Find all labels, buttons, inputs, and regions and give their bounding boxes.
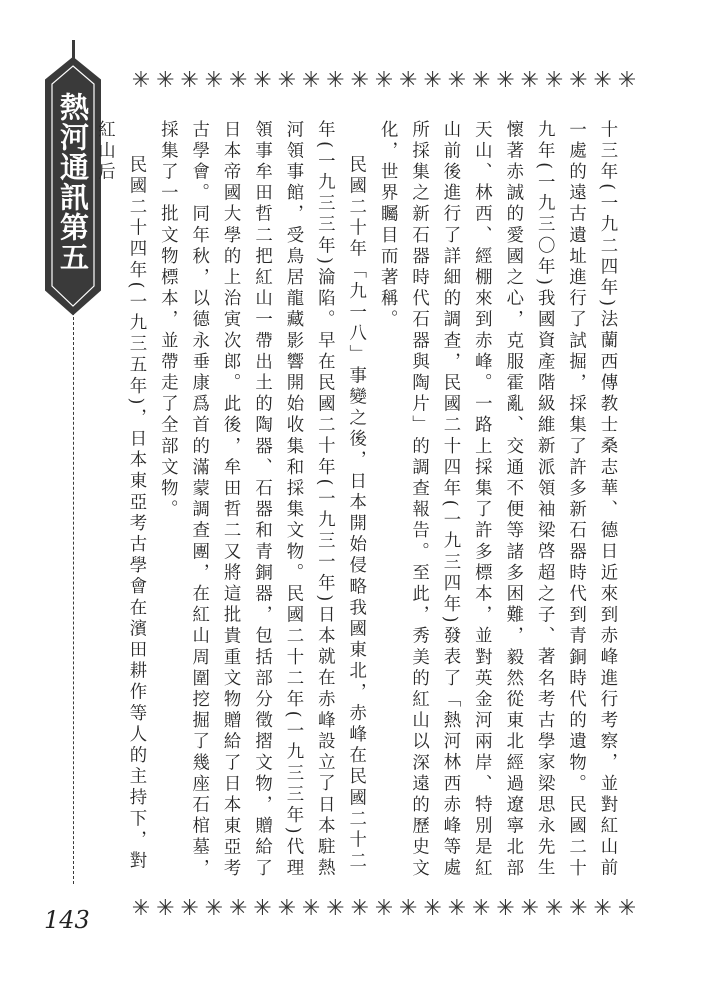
- ornament-glyph: ✳: [496, 896, 515, 921]
- ornament-glyph: ✳: [617, 896, 637, 921]
- ornament-glyph: ✳: [471, 68, 491, 93]
- ornament-glyph: ✳: [180, 896, 199, 921]
- ornament-glyph: ✳: [156, 896, 175, 921]
- tab-bottom-line: [73, 312, 74, 884]
- ornament-glyph: ✳: [204, 896, 224, 921]
- ornament-glyph: ✳: [326, 68, 345, 93]
- ornament-glyph: ✳: [399, 896, 418, 921]
- page-number: 143: [44, 906, 90, 934]
- ornament-glyph: ✳: [228, 68, 248, 93]
- ornament-glyph: ✳: [374, 896, 394, 921]
- ornament-glyph: ✳: [131, 68, 151, 93]
- ornament-glyph: ✳: [544, 68, 564, 93]
- ornament-glyph: ✳: [471, 896, 491, 921]
- ornament-glyph: ✳: [593, 896, 612, 921]
- ornament-glyph: ✳: [204, 68, 224, 93]
- ornament-glyph: ✳: [156, 68, 175, 93]
- ornament-glyph: ✳: [544, 896, 564, 921]
- ornament-glyph: ✳: [520, 896, 539, 921]
- ornament-glyph: ✳: [569, 68, 588, 93]
- paragraph-1: 十三年(一九二四年)法蘭西傳教士桑志華、德日近來到赤峰進行考察，並對紅山前一處的遠古遺址進行了試掘，採集了許多新石器時代到青銅時代的遺物。民國二十九年(一九三〇年)我國資產階級維新派領袖梁啓超之子、著名考古學家梁思永先生懷著赤誠的愛國之心，克服霍亂、交通不便等諸多困難，毅然從東北經過遼寧北部天山、林西、經棚來到赤峰。一路上採集了許多標本，並對英金河兩岸、特別是紅山前後進行了詳細的調查，民國二十四年(一九三四年)發表了「熱河林西赤峰等處所採集之新石器時代石器與陶片」的調查報告。至此，秀美的紅山以深遠的歷史文化，世界矚目而著稱。: [377, 120, 617, 880]
- ornament-glyph: ✳: [593, 68, 612, 93]
- ornament-glyph: ✳: [423, 68, 442, 93]
- running-title: 熱河通訊第五十九期: [10, 92, 90, 272]
- article-body: [94, 120, 622, 880]
- paragraph-3: 民國二十四年(一九三五年)，日本東亞考古學會在濱田耕作等人的主持下，對紅山后: [94, 120, 146, 873]
- ornament-glyph: ✳: [277, 68, 296, 93]
- ornament-glyph: ✳: [350, 896, 369, 921]
- ornament-glyph: ✳: [374, 68, 394, 93]
- ornament-glyph: ✳: [569, 896, 588, 921]
- top-ornament-border: [130, 68, 638, 94]
- paragraph-2: 民國二十年「九一八」事變之後，日本開始侵略我國東北，赤峰在民國二十二年(一九三三年)淪陷。早在民國二十年(一九三一年)日本就在赤峰設立了日本駐熱河領事館，受鳥居龍藏影響開始收集和採集文物。民國二十二年(一九三三年)代理領事牟田哲二把紅山一帶出土的陶器、石器和青銅器，包括部分徵摺文物，贈給了日本帝國大學的上治寅次郎。此後，牟田哲二又將這批貴重文物贈給了日本東亞考古學會。同年秋，以德永垂康爲首的滿蒙調查團，在紅山周圍挖掘了幾座石棺墓，採集了一批文物標本，並帶走了全部文物。: [157, 120, 366, 880]
- ornament-glyph: ✳: [520, 68, 539, 93]
- ornament-glyph: ✳: [350, 68, 369, 93]
- ornament-glyph: ✳: [180, 68, 199, 93]
- ornament-glyph: ✳: [447, 68, 467, 93]
- ornament-glyph: ✳: [326, 896, 345, 921]
- ornament-glyph: ✳: [253, 68, 272, 93]
- ornament-glyph: ✳: [301, 68, 321, 93]
- ornament-glyph: ✳: [228, 896, 248, 921]
- ornament-glyph: ✳: [277, 896, 296, 921]
- ornament-glyph: ✳: [301, 896, 321, 921]
- ornament-glyph: ✳: [617, 68, 637, 93]
- bottom-ornament-border: [130, 896, 638, 922]
- ornament-glyph: ✳: [496, 68, 515, 93]
- ornament-glyph: ✳: [399, 68, 418, 93]
- ornament-glyph: ✳: [423, 896, 442, 921]
- ornament-glyph: ✳: [131, 896, 151, 921]
- ornament-glyph: ✳: [447, 896, 467, 921]
- ornament-glyph: ✳: [253, 896, 272, 921]
